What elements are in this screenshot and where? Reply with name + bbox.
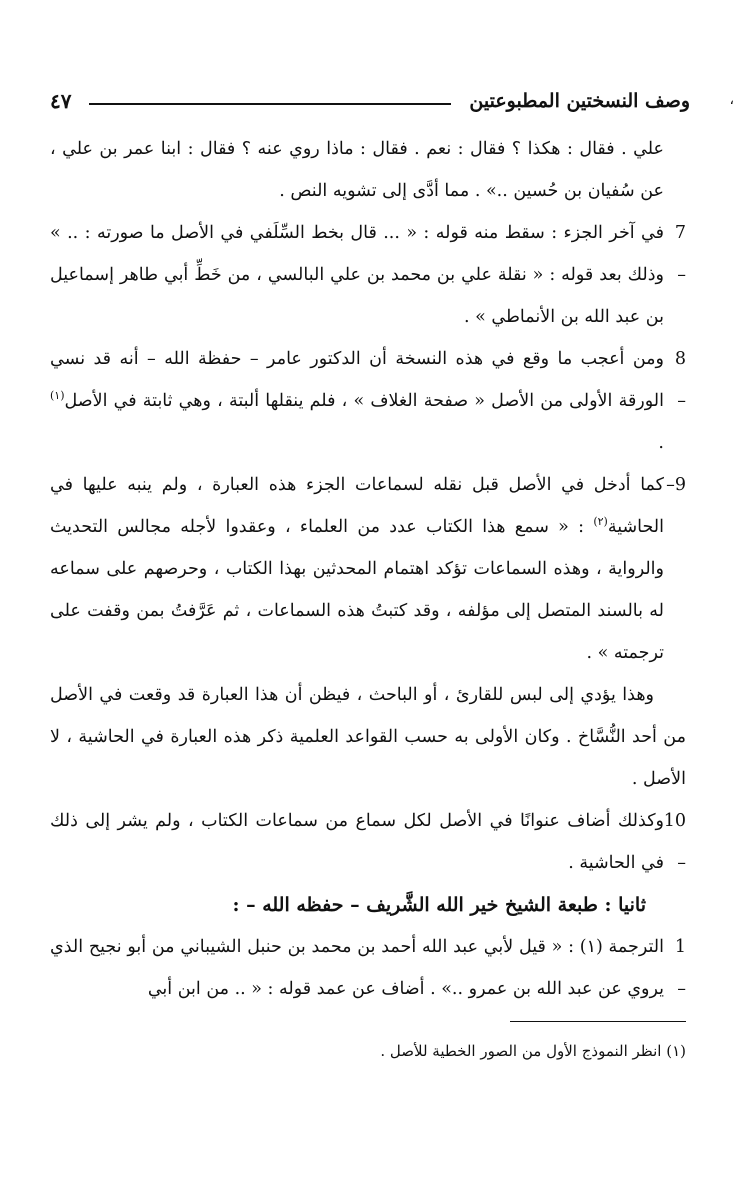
page-header — [50, 84, 690, 118]
list-item-1 — [50, 926, 686, 1010]
item-number: 8 – — [674, 349, 686, 411]
item-text — [50, 338, 664, 464]
item-number: 9– — [666, 475, 686, 495]
edge-mark: ، — [729, 92, 734, 108]
footnote: (١) انظر النموذج الأول من الصور الخطية للأصل . — [380, 1042, 686, 1060]
item-text-body: ومن أعجب ما وقع في هذه النسخة أن الدكتور عامر – حفظة الله – أنه قد نسي الورقة الأولى من الأصل « صفحة الغلاف » ، فلم ينقلها ألبتة ، وهي ثابتة في الأصل — [50, 349, 664, 411]
item-text — [50, 464, 664, 674]
item-text: وكذلك أضاف عنوانًا في الأصل لكل سماع من سماعات الكتاب ، ولم يشر إلى ذلك في الحاشية . — [50, 811, 664, 873]
paragraph-continuation: علي . فقال : هكذا ؟ فقال : نعم . فقال : ماذا روي عنه ؟ فقال : ابنا عمر بن علي ، عن سُفيان بن حُسين ..» . مما أدَّى إلى تشويه النص . — [50, 139, 664, 201]
footnote-ref: (٢) — [593, 515, 608, 529]
item-text-quote: : « سمع هذا الكتاب عدد من العلماء ، وعقدوا لأجله مجالس التحديث والرواية ، وهذه السماعات تؤكد اهتمام المحدثين بهذا الكتاب ، وحرصهم على سماعه له بالسند المتصل إلى مؤلفه ، وقد كتبتُ هذه السماعات ، ثم عَرَّفتُ بمن وقفت على ترجمته » . — [50, 517, 664, 663]
list-item-9 — [50, 464, 686, 674]
item-number: 10 – — [663, 811, 686, 873]
item-text: الترجمة (١) : « قيل لأبي عبد الله أحمد بن محمد بن حنبل الشيباني من أبو نجيح الذي يروي عن عبد الله بن عمرو ..» . أضاف عن عمد قوله : « .. من ابن أبي — [50, 937, 664, 999]
item-number: 1 – — [674, 937, 686, 999]
list-item-10 — [50, 800, 686, 884]
commentary-paragraph: وهذا يؤدي إلى لبس للقارئ ، أو الباحث ، فيظن أن هذا العبارة قد وقعت في الأصل من أحد النُّسَّاخ . وكان الأولى به حسب القواعد العلمية ذكر هذه العبارة في الحاشية ، لا الأصل . — [50, 685, 686, 789]
item-text-end: . — [658, 433, 664, 453]
footnote-rule — [510, 1021, 686, 1022]
list-item-8 — [50, 338, 686, 464]
item-text-body: كما أدخل في الأصل قبل نقله لسماعات الجزء هذه العبارة ، ولم ينبه عليها في الحاشية — [50, 475, 664, 537]
list-item-7 — [50, 212, 686, 338]
item-number: 7 – — [674, 223, 686, 285]
item-text: في آخر الجزء : سقط منه قوله : « ... قال بخط السِّلَفي في الأصل ما صورته : .. » وذلك بعد قوله : « نقلة علي بن محمد بن علي البالسي ، من خَطِّ أبي طاهر إسماعيل بن عبد الله بن الأنماطي » . — [50, 223, 664, 327]
footnote-ref: (١) — [50, 389, 65, 403]
running-title: وصف النسختين المطبوعتين — [469, 90, 690, 112]
page-number: ٤٧ — [50, 89, 72, 113]
body-text — [50, 128, 686, 1010]
section-heading: ثانيا : طبعة الشيخ خير الله الشَّريف – حفظه الله – : — [232, 894, 646, 916]
header-rule — [89, 103, 451, 105]
